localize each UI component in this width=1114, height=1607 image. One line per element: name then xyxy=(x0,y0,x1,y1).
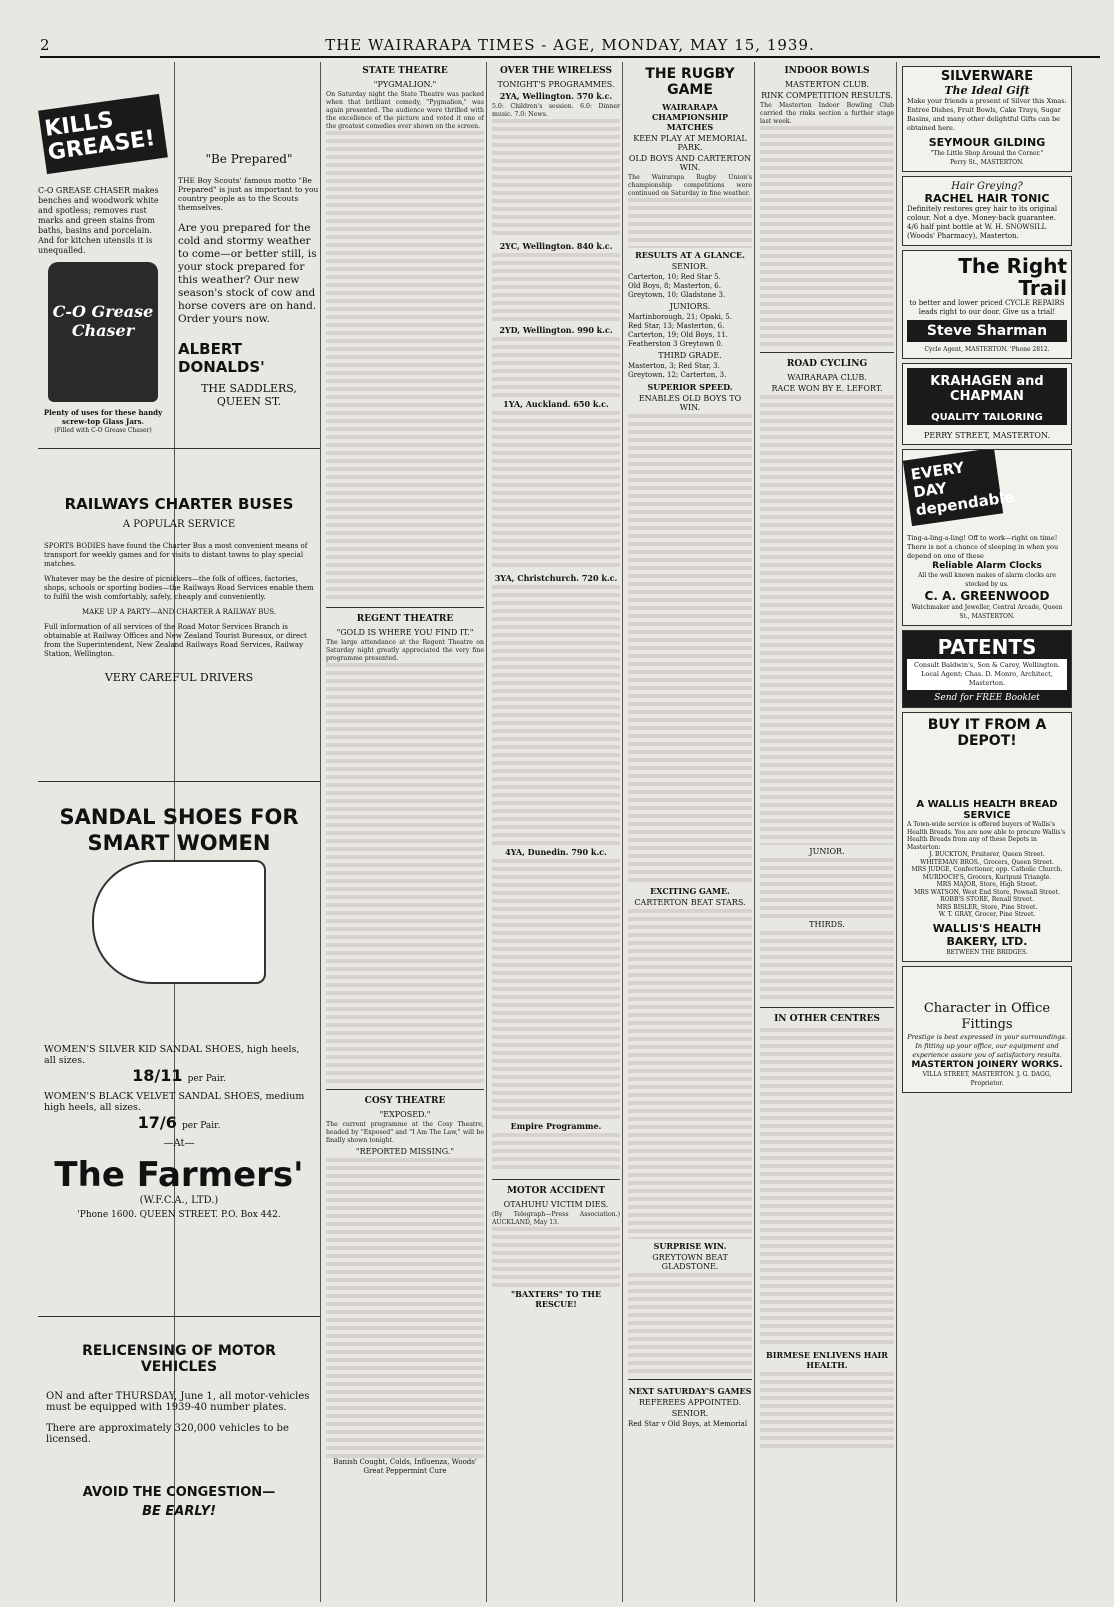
regent-heading: REGENT THEATRE xyxy=(356,614,454,624)
railway-make: MAKE UP A PARTY—AND CHARTER A RAILWAY BUS. xyxy=(81,608,277,616)
sandal-shoe-image xyxy=(92,860,266,984)
junior-result: Martinborough, 21; Opaki, 5. xyxy=(628,313,732,321)
state-theatre-body xyxy=(326,131,484,601)
wireless-1ya-body xyxy=(492,411,620,571)
greenwood-address: Watchmaker and Jeweller, Central Arcade, Queen St., MASTERTON. xyxy=(911,604,1063,620)
divider xyxy=(38,448,320,449)
regent-body xyxy=(326,663,484,1083)
seymour-address: Perry St., MASTERTON. xyxy=(950,159,1024,166)
free-booklet: Send for FREE Booklet xyxy=(934,693,1040,703)
patents-heading: PATENTS xyxy=(937,635,1037,659)
theatre-column xyxy=(326,62,484,1602)
rachel-body: Definitely restores grey hair to its original colour. Not a dye. Money-back guarantee. 4/6 half pint bottle at W. H. SNOWSILL (Woods' Pharmacy), Masterton. xyxy=(907,205,1058,240)
third-grade-heading: THIRD GRADE. xyxy=(658,351,722,360)
sandal-black: WOMEN'S BLACK VELVET SANDAL SHOES, medium high heels, all sizes. xyxy=(44,1091,305,1113)
wireless-heading: OVER THE WIRELESS xyxy=(500,66,612,76)
divider xyxy=(38,1316,320,1317)
station-1ya: 1YA, Auckland. 650 k.c. xyxy=(503,399,609,409)
divider xyxy=(492,1179,620,1180)
superior-body xyxy=(628,414,752,884)
third-result: Masterton, 3; Red Star, 3. xyxy=(628,362,720,370)
wireless-lead: 5.0: Children's session. 6.0: Dinner music. 7.0: News. xyxy=(492,103,620,118)
divider xyxy=(326,607,484,608)
cycling-sub: WAIRARAPA CLUB. xyxy=(787,373,867,382)
farmers-contact: 'Phone 1600. QUEEN STREET. P.O. Box 442. xyxy=(77,1210,281,1220)
wireless-2ya-body xyxy=(492,119,620,239)
bowls-sub: MASTERTON CLUB. xyxy=(784,80,870,89)
station-2ya: 2YA, Wellington. 570 k.c. xyxy=(499,91,613,101)
motor-early: BE EARLY! xyxy=(142,1504,216,1519)
rugby-sub: WAIRARAPA CHAMPIONSHIP MATCHES xyxy=(651,102,729,132)
sandal-silver: WOMEN'S SILVER KID SANDAL SHOES, high heels, all sizes. xyxy=(44,1044,300,1066)
divider xyxy=(760,1007,894,1008)
column-rule xyxy=(622,62,623,1602)
wireless-sub: TONIGHT'S PROGRAMMES. xyxy=(497,80,615,89)
ad-krahagen xyxy=(902,363,1072,445)
divider xyxy=(326,1089,484,1090)
cosy-body xyxy=(326,1158,484,1458)
wireless-2yc-body xyxy=(492,253,620,323)
birmese-body xyxy=(760,1372,894,1452)
prepared-body: Are you prepared for the cold and stormy weather to come—or better still, is your stock prepared for this weather? Our new season's stock of cow and horse covers are on hand. Order yours now. xyxy=(178,222,317,325)
station-3ya: 3YA, Christchurch. 720 k.c. xyxy=(494,573,618,583)
greying: Hair Greying? xyxy=(951,181,1023,192)
bowls-body xyxy=(760,126,894,346)
grease-plenty: Plenty of uses for these handy screw-top Glass Jars. xyxy=(43,408,163,426)
bowls-lead: The Masterton Indoor Bowling Club carried the rinks section a further stage last week. xyxy=(760,102,894,125)
rachel-heading: RACHEL HAIR TONIC xyxy=(924,192,1050,205)
exciting-heading: EXCITING GAME. xyxy=(650,886,730,896)
grease-filled: (Filled with C-O Grease Chaser) xyxy=(54,427,152,434)
sandal-price-1: 18/11 xyxy=(132,1066,183,1085)
cosy-heading: COSY THEATRE xyxy=(364,1096,446,1106)
station-4ya: 4YA, Dunedin. 790 k.c. xyxy=(505,847,607,857)
quality-tailoring: QUALITY TAILORING xyxy=(907,410,1067,425)
cycling-heading: ROAD CYCLING xyxy=(786,359,868,369)
railway-p1: SPORTS BODIES have found the Charter Bus a most convenient means of transport for weekly games and for visits to distant towns to play special matches. xyxy=(44,542,308,568)
kills-grease-heading: KILLS GREASE! xyxy=(38,94,168,174)
cycling-sub-2: RACE WON BY E. LEFORT. xyxy=(771,384,883,393)
masthead xyxy=(40,30,1100,58)
junior-heading: JUNIOR. xyxy=(809,847,845,856)
depot-item: WHITEMAN BROS., Grocers, Queen Street. xyxy=(920,858,1054,866)
motor-avoid: AVOID THE CONGESTION— xyxy=(82,1485,276,1500)
clock-note: All the well known makes of alarm clocks are stocked by us. xyxy=(918,572,1056,588)
rugby-sub-2: KEEN PLAY AT MEMORIAL PARK. xyxy=(633,134,747,152)
cycling-body xyxy=(760,395,894,845)
ad-wallis-bread xyxy=(902,712,1072,962)
bread-illustration xyxy=(907,749,1067,799)
ad-right-trail xyxy=(902,250,1072,359)
state-theatre-sub: "PYGMALION." xyxy=(373,80,437,89)
senior-result: Old Boys, 8; Masterton, 6. xyxy=(628,282,721,290)
other-centres-heading: IN OTHER CENTRES xyxy=(774,1014,880,1024)
ideal-gift: The Ideal Gift xyxy=(944,84,1030,97)
wallis-bakery: WALLIS'S HEALTH BAKERY, LTD. xyxy=(932,921,1042,948)
railway-heading: RAILWAYS CHARTER BUSES xyxy=(64,495,294,513)
station-2yd: 2YD, Wellington. 990 k.c. xyxy=(499,325,613,335)
cosy-sub-2: "REPORTED MISSING." xyxy=(355,1147,455,1156)
depot-item: MRS JUDGE, Confectioner, opp. Catholic Church. xyxy=(911,866,1063,873)
per-pair: per Pair. xyxy=(187,1074,226,1084)
juniors-heading: JUNIORS. xyxy=(669,302,711,311)
state-theatre-heading: STATE THEATRE xyxy=(362,66,448,76)
divider xyxy=(628,1379,752,1380)
railway-sub: A POPULAR SERVICE xyxy=(122,519,236,530)
accident-body xyxy=(492,1227,620,1287)
results-heading: RESULTS AT A GLANCE. xyxy=(635,250,745,260)
right-trail-heading: The Right Trail xyxy=(958,254,1067,300)
motor-p1: ON and after THURSDAY, June 1, all motor-vehicles must be equipped with 1939-40 number plates. xyxy=(46,1391,310,1413)
joinery-address: VILLA STREET, MASTERTON. J. G. DAGG, Proprietor. xyxy=(922,1070,1052,1087)
bowls-column xyxy=(760,62,894,1602)
grease-can-image: C-O Grease Chaser xyxy=(48,262,158,402)
sandal-heading: SANDAL SHOES FOR SMART WOMEN xyxy=(59,805,299,855)
rugby-lead: The Wairarapa Rugby Union's championship competitions were continued on Saturday in fine weather. xyxy=(628,174,752,197)
junior-result: Carterton, 19; Old Boys, 11. xyxy=(628,331,728,339)
silverware-heading: SILVERWARE xyxy=(940,69,1034,84)
depot-item: MURDOCH'S, Grocers, Kuripuni Triangle. xyxy=(922,873,1052,881)
railway-drivers: VERY CAREFUL DRIVERS xyxy=(104,671,254,684)
left-ads-column xyxy=(38,62,320,1602)
baxters-heading: "BAXTERS" TO THE RESCUE! xyxy=(510,1289,602,1309)
perry-street: PERRY STREET, MASTERTON. xyxy=(923,431,1051,440)
wfca: (W.F.C.A., LTD.) xyxy=(139,1195,219,1206)
prepared-small: THE Boy Scouts' famous motto "Be Prepared" is just as important to you country people as to the Scouts themselves. xyxy=(178,176,319,212)
depot-item: MRS WATSON, West End Store, Pownall Street. xyxy=(914,888,1060,896)
column-rule xyxy=(486,62,487,1602)
reliable-alarm-clocks: Reliable Alarm Clocks xyxy=(932,561,1042,571)
bowls-sub-2: RINK COMPETITION RESULTS. xyxy=(761,91,893,100)
thirds-body xyxy=(760,931,894,1001)
motor-heading: RELICENSING OF MOTOR VEHICLES xyxy=(82,1343,276,1375)
state-theatre-lead: On Saturday night the State Theatre was packed when that brilliant comedy, "Pygmalion," was again presented. The audience were thrilled with the excellence of the picture and voted it one of the greatest comedies ever shown on the screen. xyxy=(326,91,484,130)
ad-grease-chaser xyxy=(38,62,168,435)
between-bridges: BETWEEN THE BRIDGES. xyxy=(946,948,1028,956)
surprise-sub: GREYTOWN BEAT GLADSTONE. xyxy=(652,1253,728,1271)
wireless-empire-body xyxy=(492,1133,620,1173)
patents-body: Consult Baldwin's, Son & Carey, Wellington. Local Agent: Chas. D. Monro, Architect, Masterton. xyxy=(907,659,1067,690)
trail-body: to better and lower priced CYCLE REPAIRS leads right to our door. Give us a trial! xyxy=(909,299,1065,316)
every-day-logo: EVERY DAY dependable xyxy=(903,449,1003,526)
ad-grease-and-scouts xyxy=(38,62,320,442)
masthead-title: THE WAIRARAPA TIMES - AGE, MONDAY, MAY 15, 1939. xyxy=(325,36,815,54)
divider xyxy=(38,781,320,782)
column-rule xyxy=(896,62,897,1602)
column-rule xyxy=(320,62,321,1602)
next-line: Red Star v Old Boys, at Memorial xyxy=(628,1420,748,1428)
junior-result: Red Star, 13; Masterton, 6. xyxy=(628,322,725,330)
depot-item: MRS MAJOR, Store, High Street. xyxy=(936,881,1038,888)
rugby-heading: THE RUGBY GAME xyxy=(645,66,735,98)
prepared-heading: "Be Prepared" xyxy=(205,152,293,166)
farmers-name: The Farmers' xyxy=(54,1155,304,1195)
krahagen-logo: KRAHAGEN and CHAPMAN xyxy=(907,368,1067,410)
senior-result: Greytown, 10; Gladstone 3. xyxy=(628,291,726,299)
grease-body: C-O GREASE CHASER makes benches and woodwork white and spotless; removes rust marks and green stains from baths, basins and porcelain. And for kitchen utensils it is unequalled. xyxy=(38,186,159,255)
depot-item: MRS BISLER, Store, Pine Street. xyxy=(936,903,1038,911)
senior-result: Carterton, 10; Red Star 5. xyxy=(628,273,721,281)
superior-heading: SUPERIOR SPEED. xyxy=(647,382,733,392)
at-label: —At— xyxy=(163,1138,195,1149)
railway-p2: Whatever may be the desire of picnickers—the folk of offices, factories, shops, schools or sporting bodies—the Railways Road Services enable them to fulfil the wish comfortably, safely, cheaply and conveniently. xyxy=(44,575,314,601)
accident-lead: (By Telegraph—Press Association.) AUCKLAND, May 13. xyxy=(492,1211,620,1226)
superior-sub: ENABLES OLD BOYS TO WIN. xyxy=(638,394,742,412)
per-pair: per Pair. xyxy=(182,1121,221,1131)
accident-sub: OTAHUHU VICTIM DIES. xyxy=(503,1200,609,1209)
seymour-gilding: SEYMOUR GILDING xyxy=(928,136,1046,149)
ad-sandal-shoes xyxy=(38,788,320,1310)
ad-railways xyxy=(38,455,320,775)
depot-item: ROBB'S STORE, Renall Street. xyxy=(940,896,1034,903)
divider xyxy=(760,352,894,353)
next-sub: REFEREES APPOINTED. xyxy=(638,1398,742,1407)
rugby-sub-3: OLD BOYS AND CARTERTON WIN. xyxy=(628,154,752,172)
character-body: Prestige is best expressed in your surroundings. In fitting up your office, our equipment and experience assure you of satisfactory results. xyxy=(907,1032,1067,1059)
scout-illustration xyxy=(178,62,320,152)
depot-item: W. T. GRAY, Grocer, Pine Street. xyxy=(938,911,1036,918)
exciting-sub: CARTERTON BEAT STARS. xyxy=(634,898,746,907)
motor-p2: There are approximately 320,000 vehicles to be licensed. xyxy=(46,1423,289,1445)
junior-result: Featherston 3 Greytown 0. xyxy=(628,340,724,348)
regent-sub: "GOLD IS WHERE YOU FIND IT." xyxy=(336,628,474,637)
exciting-body xyxy=(628,909,752,1239)
steve-sharman: Steve Sharman xyxy=(907,320,1067,342)
rugby-column xyxy=(628,62,752,1602)
seymour-tag: "The Little Shop Around the Corner." xyxy=(930,150,1044,157)
surprise-heading: SURPRISE WIN. xyxy=(653,1241,727,1251)
station-empire: Empire Programme. xyxy=(510,1121,602,1131)
queen-st: QUEEN ST. xyxy=(216,395,282,408)
cosy-footer: Banish Cought, Colds, Influenza, Woods' Great Peppermint Cure xyxy=(333,1458,477,1475)
wallis-bread-service: A WALLIS HEALTH BREAD SERVICE xyxy=(916,799,1058,821)
other-centres-body xyxy=(760,1028,894,1348)
ad-motor-relicensing xyxy=(38,1323,320,1539)
greenwood: C. A. GREENWOOD xyxy=(924,589,1050,603)
birmese-heading: BIRMESE ENLIVENS HAIR HEALTH. xyxy=(766,1350,888,1370)
office-illustration xyxy=(907,971,1067,1001)
ad-alarm-clocks xyxy=(902,449,1072,626)
thirds-heading: THIRDS. xyxy=(809,920,845,929)
cosy-sub: "EXPOSED." xyxy=(379,1110,431,1119)
character-heading: Character in Office Fittings xyxy=(923,1000,1051,1032)
regent-lead: The large attendance at the Regent Theatre on Saturday night greatly appreciated the very fine programme presented. xyxy=(326,639,484,662)
sandal-price-2: 17/6 xyxy=(137,1113,177,1132)
wireless-column xyxy=(492,62,620,1602)
junior-body xyxy=(760,858,894,918)
saddlers: THE SADDLERS, xyxy=(201,382,297,395)
right-ads-column xyxy=(902,62,1072,1602)
wireless-3ya-body xyxy=(492,585,620,845)
ad-patents xyxy=(902,630,1072,708)
wireless-2yd-body xyxy=(492,337,620,397)
next-senior: SENIOR. xyxy=(671,1409,709,1418)
wallis-body: A Town-wide service is offered buyers of Wallis's Health Breads. You are now able to procure Wallis's Health Breads from any of these Depots in Masterton: xyxy=(907,821,1066,851)
steve-address: Cycle Agent, MASTERTON. 'Phone 2812. xyxy=(924,346,1050,353)
accident-heading: MOTOR ACCIDENT xyxy=(506,1186,606,1196)
senior-heading: SENIOR. xyxy=(671,262,709,271)
surprise-body xyxy=(628,1273,752,1373)
third-result: Greytown, 12; Carterton, 3. xyxy=(628,371,727,379)
clock-body: Ting-a-ling-a-ling! Off to work—right on time! There is not a chance of sleeping in when you depend on one of these xyxy=(907,534,1059,560)
silverware-body: Make your friends a present of Silver this Xmas. Entree Dishes, Fruit Bowls, Cake Trays, Sugar Basins, and many other delightful Gifts can be obtained here. xyxy=(907,97,1067,132)
albert-donalds: ALBERT DONALDS' xyxy=(178,340,265,376)
wireless-4ya-body xyxy=(492,859,620,1119)
joinery-heading: MASTERTON JOINERY WORKS. xyxy=(911,1059,1063,1070)
ad-rachel-tonic xyxy=(902,176,1072,246)
station-2yc: 2YC, Wellington. 840 k.c. xyxy=(499,241,613,251)
rugby-body xyxy=(628,198,752,248)
bowls-heading: INDOOR BOWLS xyxy=(784,66,870,76)
cosy-lead: The current programme at the Cosy Theatre, headed by "Exposed" and "I Am The Law," will be finally shown tonight. xyxy=(326,1121,484,1144)
next-heading: NEXT SATURDAY'S GAMES xyxy=(628,1386,752,1396)
ad-silverware xyxy=(902,66,1072,172)
depot-item: J. BUCKTON, Fruiterer, Queen Street. xyxy=(929,851,1045,858)
ad-joinery xyxy=(902,966,1072,1093)
railway-p3: Full information of all services of the Road Motor Services Branch is obtainable at Railway Offices and New Zealand Tourist Bureaux, or direct from the Superintendent, New Zealand Railways Road Services, Railway Station, Wellington. xyxy=(44,623,307,658)
page-number: 2 xyxy=(40,36,51,54)
ad-albert-donalds xyxy=(178,62,320,408)
depot-heading: BUY IT FROM A DEPOT! xyxy=(927,717,1047,749)
column-rule xyxy=(754,62,755,1602)
